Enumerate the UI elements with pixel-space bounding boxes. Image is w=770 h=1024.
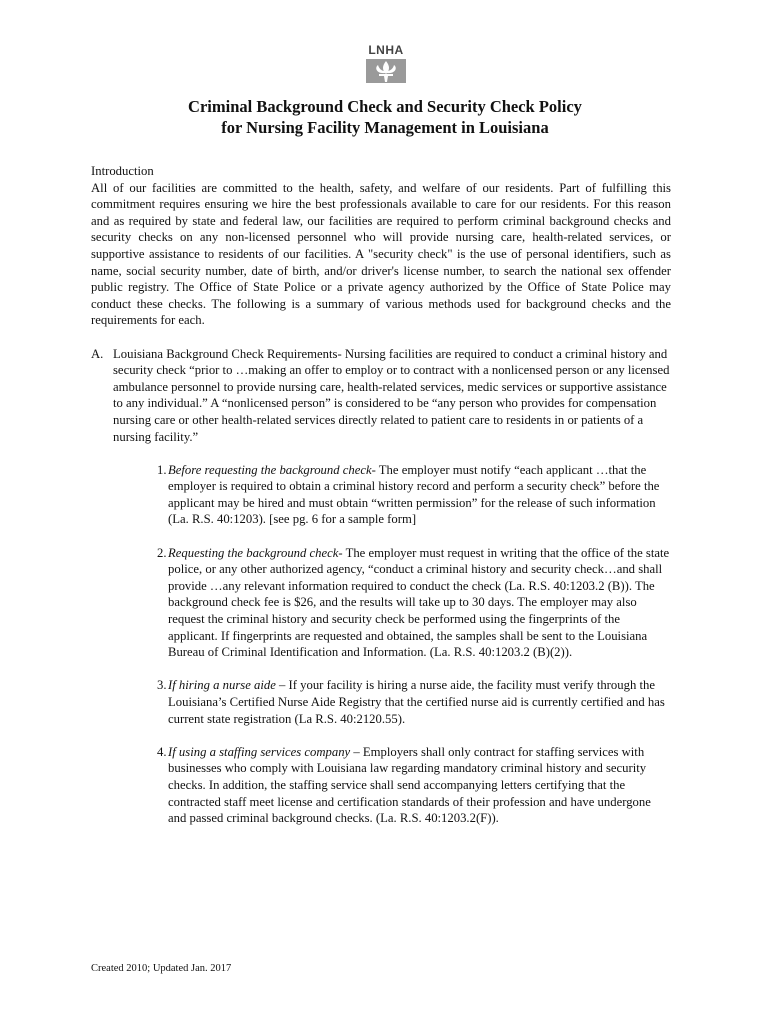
list-item-lead: Before requesting the background check	[168, 462, 372, 477]
list-item-lead: If using a staffing services company	[168, 744, 351, 759]
list-item-number: 2.	[157, 545, 167, 560]
section-a	[91, 346, 671, 827]
list-item-text: - The employer must request in writing that the office of the state police, or any other authorized agency, “conduct a criminal history and security check…and shall provide …any relevant information required to conduct the check (La. R.S. 40:1203.2 (B)). The background check fee is $26, and the results will take up to 30 days. The employer may also request the criminal history and security check be performed using the fingerprints of the applicant. If fingerprints are requested and obtained, the samples shall be sent to the Louisiana Bureau of Criminal Identification and Information. (La. R.S. 40:1203.2 (B)(2)).	[168, 545, 670, 660]
fleur-de-lis-icon	[365, 58, 407, 84]
list-item-number: 4.	[157, 744, 167, 759]
document-body	[91, 163, 671, 843]
list-item-text: – If your facility is hiring a nurse aide, the facility must verify through the Louisiana’s Certified Nurse Aide Registry that the certified nurse aid is currently certified and has current state registration (La R.S. 40:2120.55).	[168, 678, 665, 726]
page-footer: Created 2010; Updated Jan. 2017	[91, 963, 232, 974]
requirements-list	[113, 462, 671, 827]
list-item-number: 1.	[157, 462, 167, 477]
list-item	[157, 545, 671, 661]
list-item	[157, 462, 671, 528]
section-a-text: Louisiana Background Check Requirements- Nursing facilities are required to conduct a criminal history and security check “prior to …making an offer to employ or to contract with a nonlicensed person or any licensed ambulance personnel to provide nursing care, health-related services, medic services or supportive assistance to any individual.” A “nonlicensed person” is considered to be “any person who provides for compensation nursing care or other health-related services directly related to patient care to residents in or patients of a nursing facility.”	[113, 346, 670, 444]
document-title	[0, 96, 770, 138]
section-a-letter: A.	[91, 346, 104, 361]
list-item-lead: Requesting the background check	[168, 545, 339, 560]
list-item-number: 3.	[157, 678, 167, 693]
list-item-text: – Employers shall only contract for staffing services with businesses who comply with Louisiana law regarding mandatory criminal history and security checks. In addition, the staffing service shall send accompanying letters certifying that the contracted staff meet license and certification standards of their profession and have undergone and passed criminal background checks. (La. R.S. 40:1203.2(F)).	[168, 744, 651, 826]
intro-paragraph: All of our facilities are committed to the health, safety, and welfare of our residents. Part of fulfilling this commitment requires ensuring we hire the best professionals available to care for our residents. For this reason and as required by state and federal law, our facilities are required to perform criminal background checks and security checks on any non-licensed personnel who will provide nursing care, health-related services, or supportive assistance to residents of our facilities. A "security check" is the use of personal identifiers, such as name, social security number, date of birth, and/or driver's license number, to search the national sex offender public registry. The Office of State Police or a private agency authorized by the Office of State Police may conduct these checks. The following is a summary of various methods used for background checks and the requirements for each.	[91, 180, 671, 328]
logo-text: LNHA	[368, 43, 404, 57]
list-item-lead: If hiring a nurse aide	[168, 678, 276, 693]
intro-heading: Introduction	[91, 164, 154, 178]
title-line-1: Criminal Background Check and Security Check Policy	[188, 97, 582, 116]
list-item	[157, 677, 671, 727]
list-item-text: - The employer must notify “each applicant …that the employer is required to obtain a criminal history record and perform a security check” before the applicant may be hired and must obtain “written permission” for the release of such information (La. R.S. 40:1203). [see pg. 6 for a sample form]	[168, 462, 660, 527]
lnha-logo	[358, 44, 414, 84]
list-item	[157, 744, 671, 827]
title-line-2: for Nursing Facility Management in Louisiana	[221, 118, 549, 137]
